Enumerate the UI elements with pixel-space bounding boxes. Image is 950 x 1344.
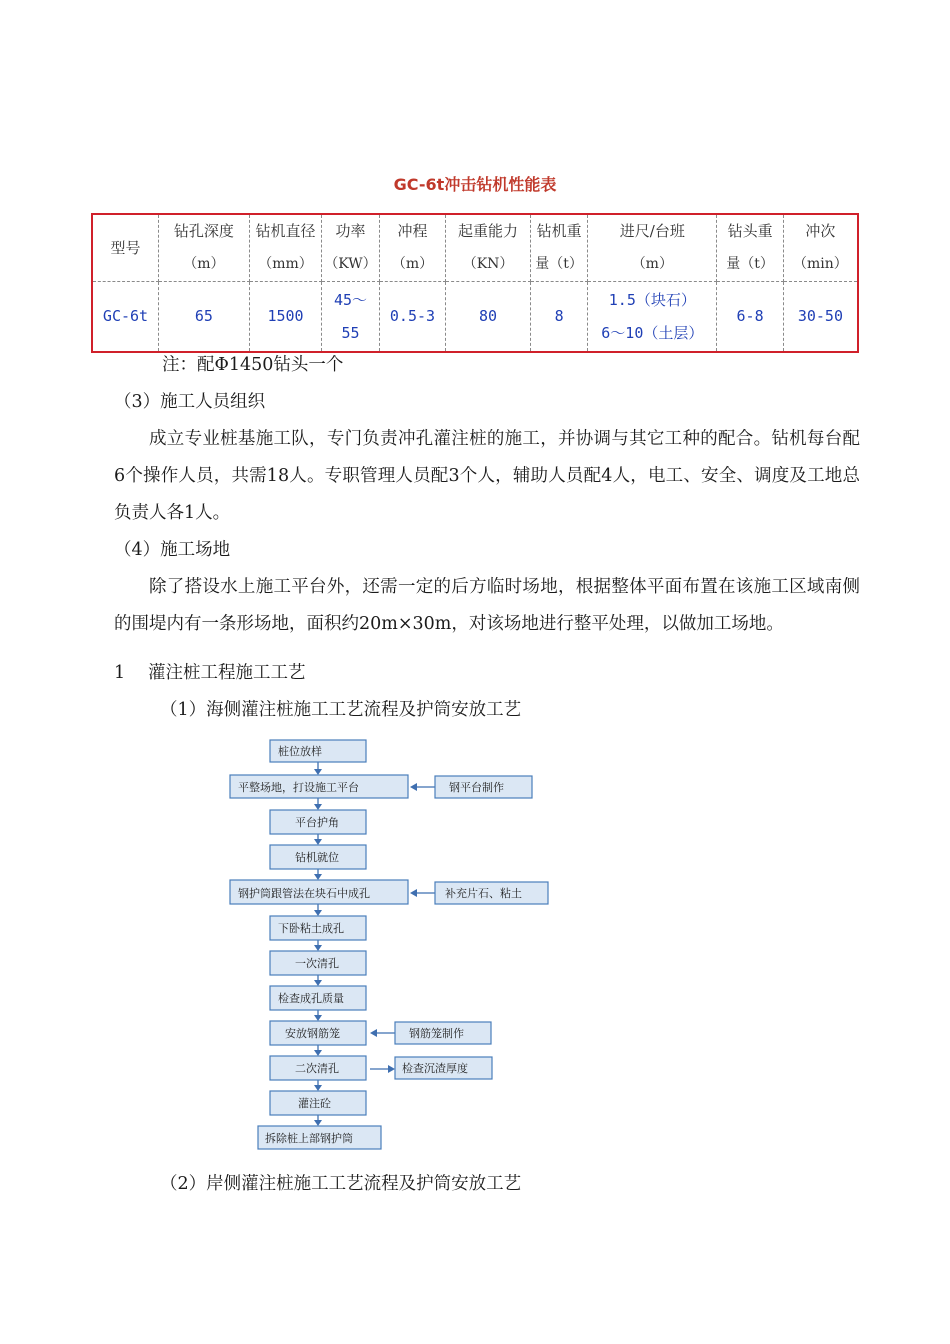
flow-side-4	[395, 1057, 492, 1079]
table-title: GC-6t冲击钻机性能表	[393, 175, 557, 194]
svg-text:二次清孔: 二次清孔	[295, 1062, 339, 1075]
section-3-title: （3）施工人员组织	[114, 392, 266, 412]
svg-text:一次清孔: 一次清孔	[295, 957, 339, 970]
flow-side-1	[435, 776, 532, 798]
header-cell-diameter: 钻机直径 （mm）	[249, 214, 322, 282]
cell-stroke: 0.5-3	[379, 282, 446, 353]
section-1-title: 灌注桩工程施工工艺	[148, 663, 306, 683]
svg-text:安放钢筋笼: 安放钢筋笼	[285, 1027, 340, 1040]
table-note: 注：配Φ1450钻头一个	[162, 355, 344, 375]
svg-text:灌注砼: 灌注砼	[298, 1097, 331, 1110]
header-cell-model: 型号	[92, 214, 159, 282]
svg-text:平台护角: 平台护角	[295, 816, 339, 829]
cell-depth: 65	[159, 282, 250, 353]
cell-model: GC-6t	[92, 282, 159, 353]
cell-strokes: 30-50	[783, 282, 858, 353]
flow-side-2	[435, 882, 548, 904]
table-header-row	[92, 214, 858, 282]
performance-table	[91, 213, 859, 353]
flow-step-11	[270, 1091, 366, 1115]
cell-lift: 80	[446, 282, 531, 353]
cell-diameter: 1500	[249, 282, 322, 353]
cell-bit-weight: 6-8	[717, 282, 784, 353]
header-cell-advance: 进尺/台班 （m）	[588, 214, 717, 282]
flow-step-5	[230, 880, 408, 904]
svg-text:拆除桩上部钢护筒: 拆除桩上部钢护筒	[265, 1132, 353, 1145]
svg-text:补充片石、粘土: 补充片石、粘土	[445, 887, 522, 900]
subsection-1-title: （1）海侧灌注桩施工工艺流程及护筒安放工艺	[160, 700, 522, 720]
header-cell-lift: 起重能力 （KN）	[446, 214, 531, 282]
cell-weight: 8	[530, 282, 587, 353]
flow-step-9	[270, 1021, 366, 1045]
section-1-number: 1	[114, 663, 126, 683]
flow-step-12	[258, 1126, 381, 1149]
header-cell-bit-weight: 钻头重 量（t）	[717, 214, 784, 282]
header-cell-strokes: 冲次 （min）	[783, 214, 858, 282]
svg-text:钻机就位: 钻机就位	[295, 851, 339, 864]
svg-text:桩位放样: 桩位放样	[278, 745, 322, 758]
svg-text:钢筋笼制作: 钢筋笼制作	[409, 1027, 464, 1040]
cell-power: 45～ 55	[322, 282, 379, 353]
svg-text:检查沉渣厚度: 检查沉渣厚度	[402, 1062, 468, 1075]
flow-step-6	[270, 916, 366, 940]
header-cell-depth: 钻孔深度 （m）	[159, 214, 250, 282]
svg-text:平整场地，打设施工平台: 平整场地，打设施工平台	[238, 781, 359, 794]
header-cell-weight: 钻机重 量（t）	[530, 214, 587, 282]
process-flowchart	[225, 735, 555, 1155]
flow-step-1	[270, 740, 366, 762]
section-4-title: （4）施工场地	[114, 540, 231, 560]
header-cell-power: 功率 （KW）	[322, 214, 379, 282]
svg-text:钢平台制作: 钢平台制作	[449, 781, 504, 794]
flow-step-4	[270, 845, 366, 869]
svg-text:检查成孔质量: 检查成孔质量	[278, 992, 344, 1005]
section-4-body: 除了搭设水上施工平台外，还需一定的后方临时场地，根据整体平面布置在该施工区域南侧的围堤内有一条形场地，面积约20m×30m，对该场地进行整平处理，以做加工场地。	[114, 577, 860, 634]
svg-text:钢护筒跟管法在块石中成孔: 钢护筒跟管法在块石中成孔	[238, 887, 370, 900]
flow-step-3	[270, 810, 366, 834]
section-3-body: 成立专业桩基施工队，专门负责冲孔灌注桩的施工，并协调与其它工种的配合。钻机每台配6个操作人员，共需18人。专职管理人员配3个人，辅助人员配4人，电工、安全、调度及工地总负责人各1人。	[114, 429, 860, 523]
subsection-2-title: （2）岸侧灌注桩施工工艺流程及护筒安放工艺	[160, 1174, 522, 1194]
flow-step-10	[270, 1056, 366, 1080]
cell-advance: 1.5（块石） 6～10（土层）	[588, 282, 717, 353]
svg-text:下卧粘土成孔: 下卧粘土成孔	[278, 922, 344, 935]
flow-side-3	[395, 1022, 491, 1044]
flow-step-2	[230, 775, 408, 798]
flow-step-8	[270, 986, 366, 1010]
header-cell-stroke: 冲程 （m）	[379, 214, 446, 282]
flow-step-7	[270, 951, 366, 975]
table-data-row	[92, 282, 858, 353]
